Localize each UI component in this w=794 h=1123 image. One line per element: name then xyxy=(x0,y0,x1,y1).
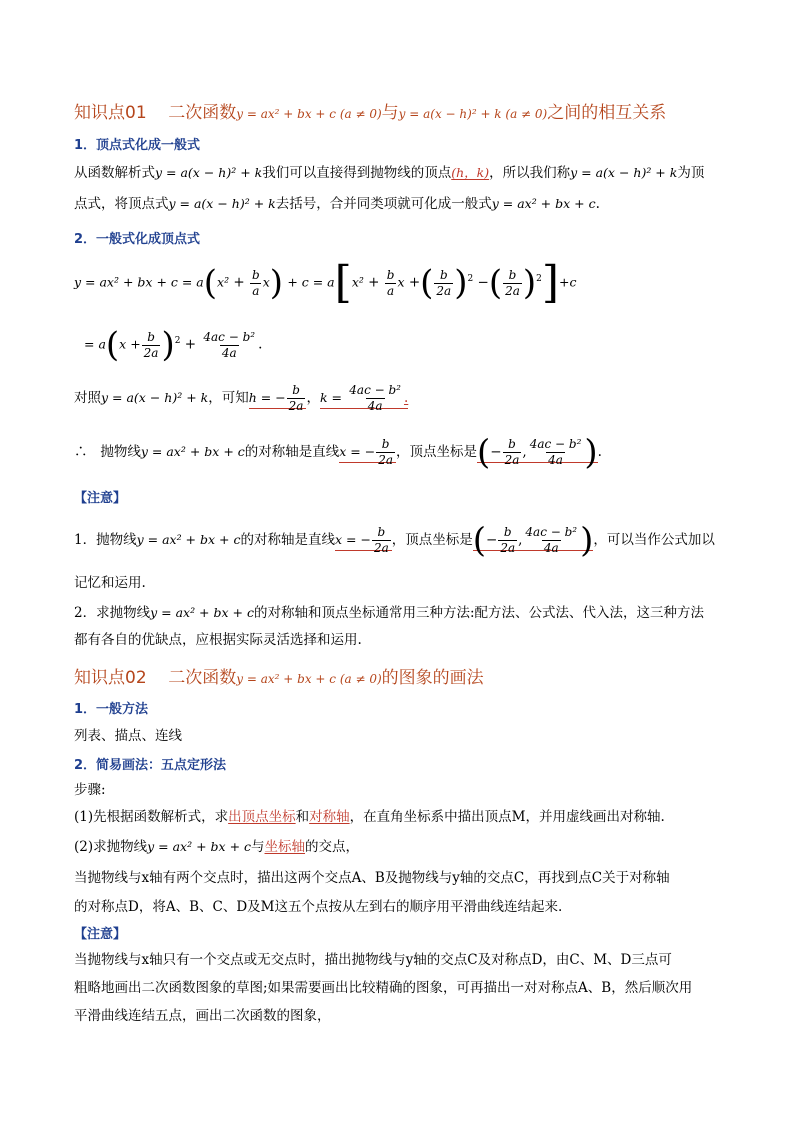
step-2-detail-line-2: 的对称点D，将A、B、C、D及M这五个点按从左到右的顺序用平滑曲线连结起来. xyxy=(74,899,563,915)
axis-result xyxy=(339,437,396,467)
numerator: 4ac − b² xyxy=(529,437,582,451)
text: 与 xyxy=(251,839,265,855)
formula: y = a(x − h)² + k xyxy=(570,165,678,180)
therefore-symbol: ∴ xyxy=(74,444,88,460)
term: x xyxy=(397,274,405,290)
denominator: 4a xyxy=(543,541,559,555)
fraction-b-over-2a xyxy=(434,268,453,299)
subheading-4: 2．简易画法：五点定形法 xyxy=(74,758,227,773)
denominator: 4a xyxy=(221,345,237,360)
text: (2)求抛物线 xyxy=(74,839,148,855)
section-title-suffix: 之间的相互关系 xyxy=(547,103,667,123)
formula: y = ax² + bx + c xyxy=(491,196,596,211)
note-2-line-2: 粗略地画出二次函数图象的草图;如果需要画出比较精确的图象，可再描出一对对称点A、B，然后顺次用 xyxy=(74,980,693,996)
text: ，可以当作公式加以 xyxy=(593,532,715,548)
numerator: 4ac − b² xyxy=(525,525,578,539)
op: − xyxy=(490,444,502,460)
paren-close: ) xyxy=(454,263,468,303)
denominator: a xyxy=(252,283,260,298)
step-2-detail-line-1: 当抛物线与x轴有两个交点时，描出这两个交点A、B及抛物线与y轴的交点C，再找到点C关于对称轴 xyxy=(74,870,670,886)
text: 和 xyxy=(295,809,310,825)
formula: y = ax² + bx + c xyxy=(136,532,241,547)
section-title-suffix: 的图象的画法 xyxy=(381,668,484,688)
text: ，在直角坐标系中描出顶点M，并用虚线画出对称轴. xyxy=(349,809,665,825)
h-result xyxy=(248,383,307,413)
note-label-2: 【注意】 xyxy=(74,927,127,942)
section-title-text: 二次函数 xyxy=(168,103,237,123)
text: . xyxy=(403,390,409,406)
underlined-term: 对称轴 xyxy=(309,809,350,825)
vertex-highlight: (h，k) xyxy=(451,165,490,180)
steps-label: 步骤: xyxy=(74,782,106,798)
op: − xyxy=(486,532,498,548)
numerator: b xyxy=(377,525,386,539)
formula-general: y = ax² + bx + c (a ≠ 0) xyxy=(236,107,382,121)
k-result xyxy=(319,383,409,413)
denominator: 2a xyxy=(436,283,452,298)
fraction-discriminant xyxy=(528,437,584,468)
paren-open: ( xyxy=(477,432,491,473)
subheading-2: 2．一般式化成顶点式 xyxy=(74,232,201,247)
contrast-line xyxy=(74,378,408,418)
underlined-term: 坐标轴 xyxy=(264,839,306,855)
numerator: b xyxy=(439,267,448,282)
denominator: 4a xyxy=(367,399,383,413)
note-1-item-2 xyxy=(74,603,704,623)
fraction-b-over-2a xyxy=(376,437,395,468)
step-2 xyxy=(74,837,359,857)
step-1 xyxy=(74,807,665,827)
text: . xyxy=(595,196,600,212)
paren-open: ( xyxy=(105,325,120,365)
text: ，可知 xyxy=(208,390,249,406)
exponent: 2 xyxy=(467,274,474,284)
numerator: 4ac − b² xyxy=(349,383,401,397)
denominator: 2a xyxy=(504,453,520,467)
op: + xyxy=(368,274,380,291)
text: ，顶点坐标是 xyxy=(396,444,478,460)
paren-open: ( xyxy=(472,520,486,561)
paren-close: ) xyxy=(580,520,594,561)
op: − xyxy=(477,274,489,291)
numerator: b xyxy=(386,267,395,282)
x-equals: x = − xyxy=(334,532,371,547)
text: . xyxy=(597,444,602,460)
formula-vertex: y = a(x − h)² + k (a ≠ 0) xyxy=(398,107,548,121)
therefore-line xyxy=(74,430,602,474)
note-1-item-2-cont: 都有各自的优缺点，应根据实际灵活选择和运用. xyxy=(74,632,362,648)
denominator: 2a xyxy=(288,399,304,413)
text: (1)先根据函数解析式，求 xyxy=(74,809,229,825)
paren-close: ) xyxy=(161,325,175,365)
text: 2．求抛物线 xyxy=(74,605,151,621)
paren-close: ) xyxy=(584,432,598,473)
formula: y = a(x − h)² + k xyxy=(168,196,276,211)
numerator: b xyxy=(508,437,516,451)
denominator: 2a xyxy=(505,283,520,298)
term: x xyxy=(262,274,270,290)
text: ，所以我们称 xyxy=(489,165,571,181)
numerator: b xyxy=(147,329,155,344)
section-title-connector: 与 xyxy=(381,103,399,123)
fraction-b-over-a xyxy=(385,268,397,299)
text: ， xyxy=(306,390,320,406)
denominator: 4a xyxy=(548,453,563,467)
paragraph-1-line-1 xyxy=(74,163,704,183)
section-label: 知识点01 xyxy=(74,103,147,123)
paren-open: ( xyxy=(488,263,503,303)
text: 从函数解析式 xyxy=(74,165,155,181)
axis-result xyxy=(334,525,392,555)
vertex-result: (− $\frac{b}{2a}$ , $\frac{\text{4ac − b²}}{4a}$ ) xyxy=(477,432,598,473)
equation-row-1 xyxy=(74,256,577,306)
vertex-result: (− $\frac{b}{2a}$ , $\frac{\text{4ac − b²}}{4a}$ ) xyxy=(472,520,594,561)
note-1-item-1 xyxy=(74,518,715,562)
note-1-item-1-cont: 记忆和运用. xyxy=(74,575,146,591)
fraction-b-over-2a xyxy=(498,525,517,556)
paren-open: ( xyxy=(203,263,218,303)
fraction-b-over-a xyxy=(250,268,262,299)
op: + xyxy=(408,274,421,291)
subheading-1: 1．顶点式化成一般式 xyxy=(74,138,201,153)
section-title-2 xyxy=(74,663,484,688)
equation-mid: + c = a xyxy=(287,274,335,290)
term: x + xyxy=(119,336,141,352)
exponent: 2 xyxy=(536,274,542,284)
text: 点式，将顶点式 xyxy=(74,196,169,212)
section-title-text: 二次函数 xyxy=(168,668,237,688)
op: + xyxy=(233,274,245,291)
fraction-discriminant xyxy=(347,383,403,414)
equation-lhs: y = ax² + bx + c = a xyxy=(74,274,204,290)
text: 的对称轴是直线 xyxy=(244,444,340,460)
formula: y = a(x − h)² + k xyxy=(101,390,209,405)
equation-lead: = a xyxy=(84,336,106,352)
equation-row-2 xyxy=(84,318,262,368)
equation-end: . xyxy=(258,336,263,353)
k-equals: k = xyxy=(319,390,342,405)
fraction-b-over-2a xyxy=(142,330,161,361)
numerator: b xyxy=(503,525,512,539)
fraction-b-over-2a xyxy=(287,383,306,414)
numerator: b xyxy=(252,267,260,282)
equation-end: +c xyxy=(559,274,577,290)
numerator: b xyxy=(381,437,390,451)
paren-open: ( xyxy=(420,263,434,303)
numerator: 4ac − b² xyxy=(203,329,256,344)
formula-general: y = ax² + bx + c (a ≠ 0) xyxy=(236,672,382,686)
underlined-term: 出顶点坐标 xyxy=(228,809,296,825)
fraction-b-over-2a xyxy=(503,437,522,468)
text: 抛物线 xyxy=(100,444,141,460)
text: 对照 xyxy=(74,390,101,406)
exponent: 2 xyxy=(174,336,181,346)
denominator: 2a xyxy=(143,345,159,360)
formula: y = ax² + bx + c xyxy=(140,444,245,459)
fraction-discriminant xyxy=(523,525,579,556)
text: 为顶 xyxy=(677,165,705,181)
formula: y = ax² + bx + c xyxy=(147,839,252,854)
section-title-1 xyxy=(74,98,666,123)
fraction-b-over-2a xyxy=(372,525,391,556)
note-2-line-1: 当抛物线与x轴只有一个交点或无交点时，描出抛物线与y轴的交点C及对称点D，由C、M、D三点可 xyxy=(74,952,672,968)
text: ，顶点坐标是 xyxy=(391,532,473,548)
term: x² xyxy=(217,274,230,290)
bracket-close: ] xyxy=(541,257,560,308)
bracket-open: [ xyxy=(334,257,352,308)
op: + xyxy=(184,336,197,353)
paren-close: ) xyxy=(269,263,284,303)
note-label-1: 【注意】 xyxy=(74,491,127,506)
text: 的对称轴是直线 xyxy=(240,532,335,548)
denominator: 2a xyxy=(378,453,394,467)
formula: y = ax² + bx + c xyxy=(150,605,254,620)
numerator: b xyxy=(508,267,517,282)
numerator: b xyxy=(292,383,300,397)
fraction-b-over-2a xyxy=(503,268,522,299)
text: 的对称轴和顶点坐标通常用三种方法:配方法、公式法、代入法，这三种方法 xyxy=(253,605,705,621)
note-2-line-3: 平滑曲线连结五点，画出二次函数的图象， xyxy=(74,1008,331,1024)
paragraph-1-line-2 xyxy=(74,194,600,214)
section-label: 知识点02 xyxy=(74,668,147,688)
subheading-3: 1．一般方法 xyxy=(74,702,149,717)
denominator: a xyxy=(387,283,395,298)
text: 的交点， xyxy=(305,839,360,855)
text: 1．抛物线 xyxy=(74,532,137,548)
denominator: 2a xyxy=(373,541,389,555)
h-equals: h = − xyxy=(248,390,286,405)
general-method-text: 列表、描点、连线 xyxy=(74,728,182,744)
denominator: 2a xyxy=(500,541,516,555)
term: x² xyxy=(351,274,364,290)
formula: y = a(x − h)² + k xyxy=(155,165,263,180)
fraction-discriminant xyxy=(201,330,257,361)
text: 我们可以直接得到抛物线的顶点 xyxy=(262,165,452,181)
text: 去括号，合并同类项就可化成一般式 xyxy=(275,196,492,212)
x-equals: x = − xyxy=(339,444,376,459)
paren-close: ) xyxy=(522,263,537,303)
